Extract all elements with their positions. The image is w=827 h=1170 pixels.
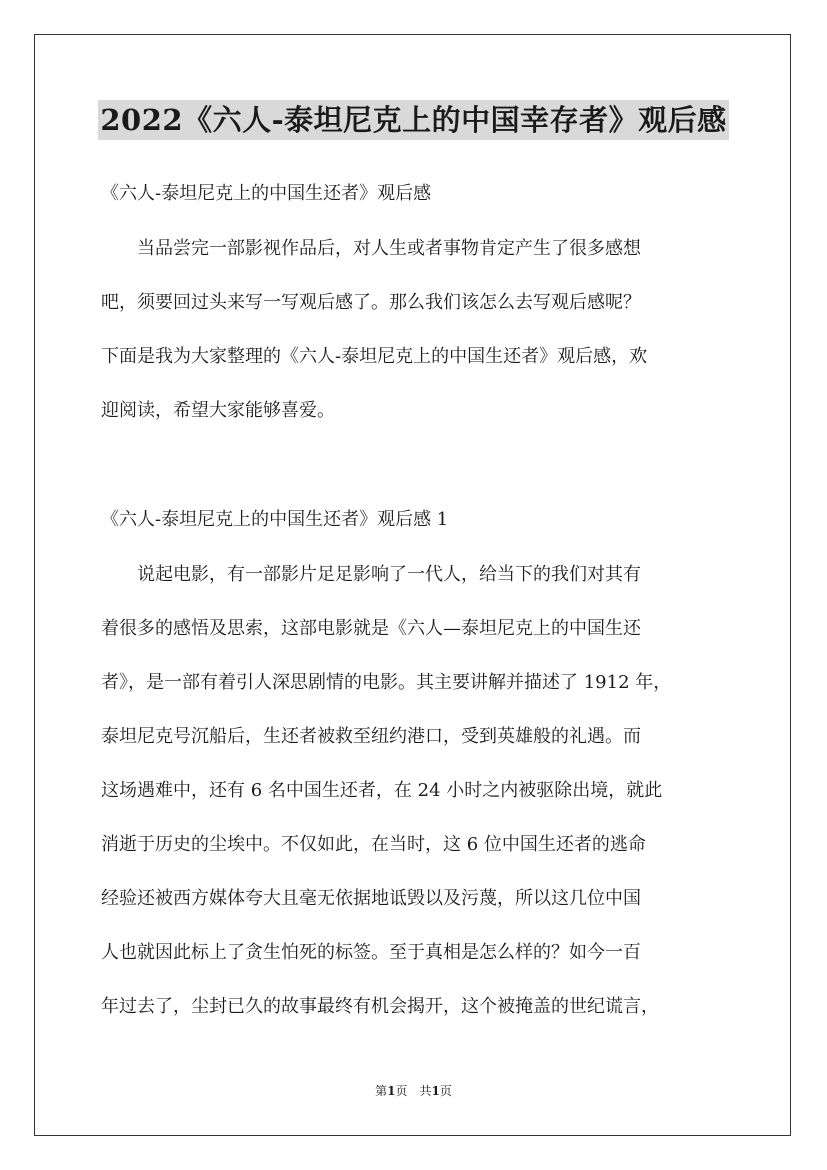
total-prefix: 共	[419, 1084, 432, 1098]
paragraph-line: 当品尝完一部影视作品后，对人生或者事物肯定产生了很多感想	[101, 238, 641, 259]
title-container	[0, 100, 827, 140]
paragraph-line: 者》，是一部有着引人深思剧情的电影。其主要讲解并描述了 1912 年，	[101, 672, 672, 693]
paragraph-line: 人也就因此标上了贪生怕死的标签。至于真相是怎么样的？如今一百	[101, 942, 641, 963]
section-heading: 《六人-泰坦尼克上的中国生还者》观后感 1	[101, 509, 449, 530]
paragraph-line: 消逝于历史的尘埃中。不仅如此，在当时，这 6 位中国生还者的逃命	[101, 834, 646, 855]
total-pages: 1	[431, 1084, 440, 1098]
paragraph-line: 这场遇难中，还有 6 名中国生还者，在 24 小时之内被驱除出境，就此	[101, 780, 663, 801]
total-suffix: 页	[439, 1084, 452, 1098]
paragraph-line: 吧，须要回过头来写一写观后感了。那么我们该怎么去写观后感呢？	[101, 292, 641, 313]
page-number: 1	[387, 1084, 396, 1098]
section-heading: 《六人-泰坦尼克上的中国生还者》观后感	[101, 183, 432, 204]
page-footer	[0, 1082, 827, 1100]
paragraph-line: 下面是我为大家整理的《六人-泰坦尼克上的中国生还者》观后感，欢	[101, 346, 648, 367]
paragraph-line: 泰坦尼克号沉船后，生还者被救至纽约港口，受到英雄般的礼遇。而	[101, 726, 641, 747]
paragraph-line: 经验还被西方媒体夸大且毫无依据地诋毁以及污蔑，所以这几位中国	[101, 888, 641, 909]
document-title: 2022《六人-泰坦尼克上的中国幸存者》观后感	[98, 100, 728, 140]
paragraph-line: 说起电影，有一部影片足足影响了一代人，给当下的我们对其有	[101, 564, 641, 585]
page-prefix: 第	[375, 1084, 388, 1098]
paragraph-line: 着很多的感悟及思索，这部电影就是《六人—泰坦尼克上的中国生还	[101, 618, 641, 639]
paragraph-line: 年过去了，尘封已久的故事最终有机会揭开，这个被掩盖的世纪谎言，	[101, 996, 659, 1017]
paragraph-line: 迎阅读，希望大家能够喜爱。	[101, 400, 335, 421]
page-suffix: 页	[395, 1084, 408, 1098]
